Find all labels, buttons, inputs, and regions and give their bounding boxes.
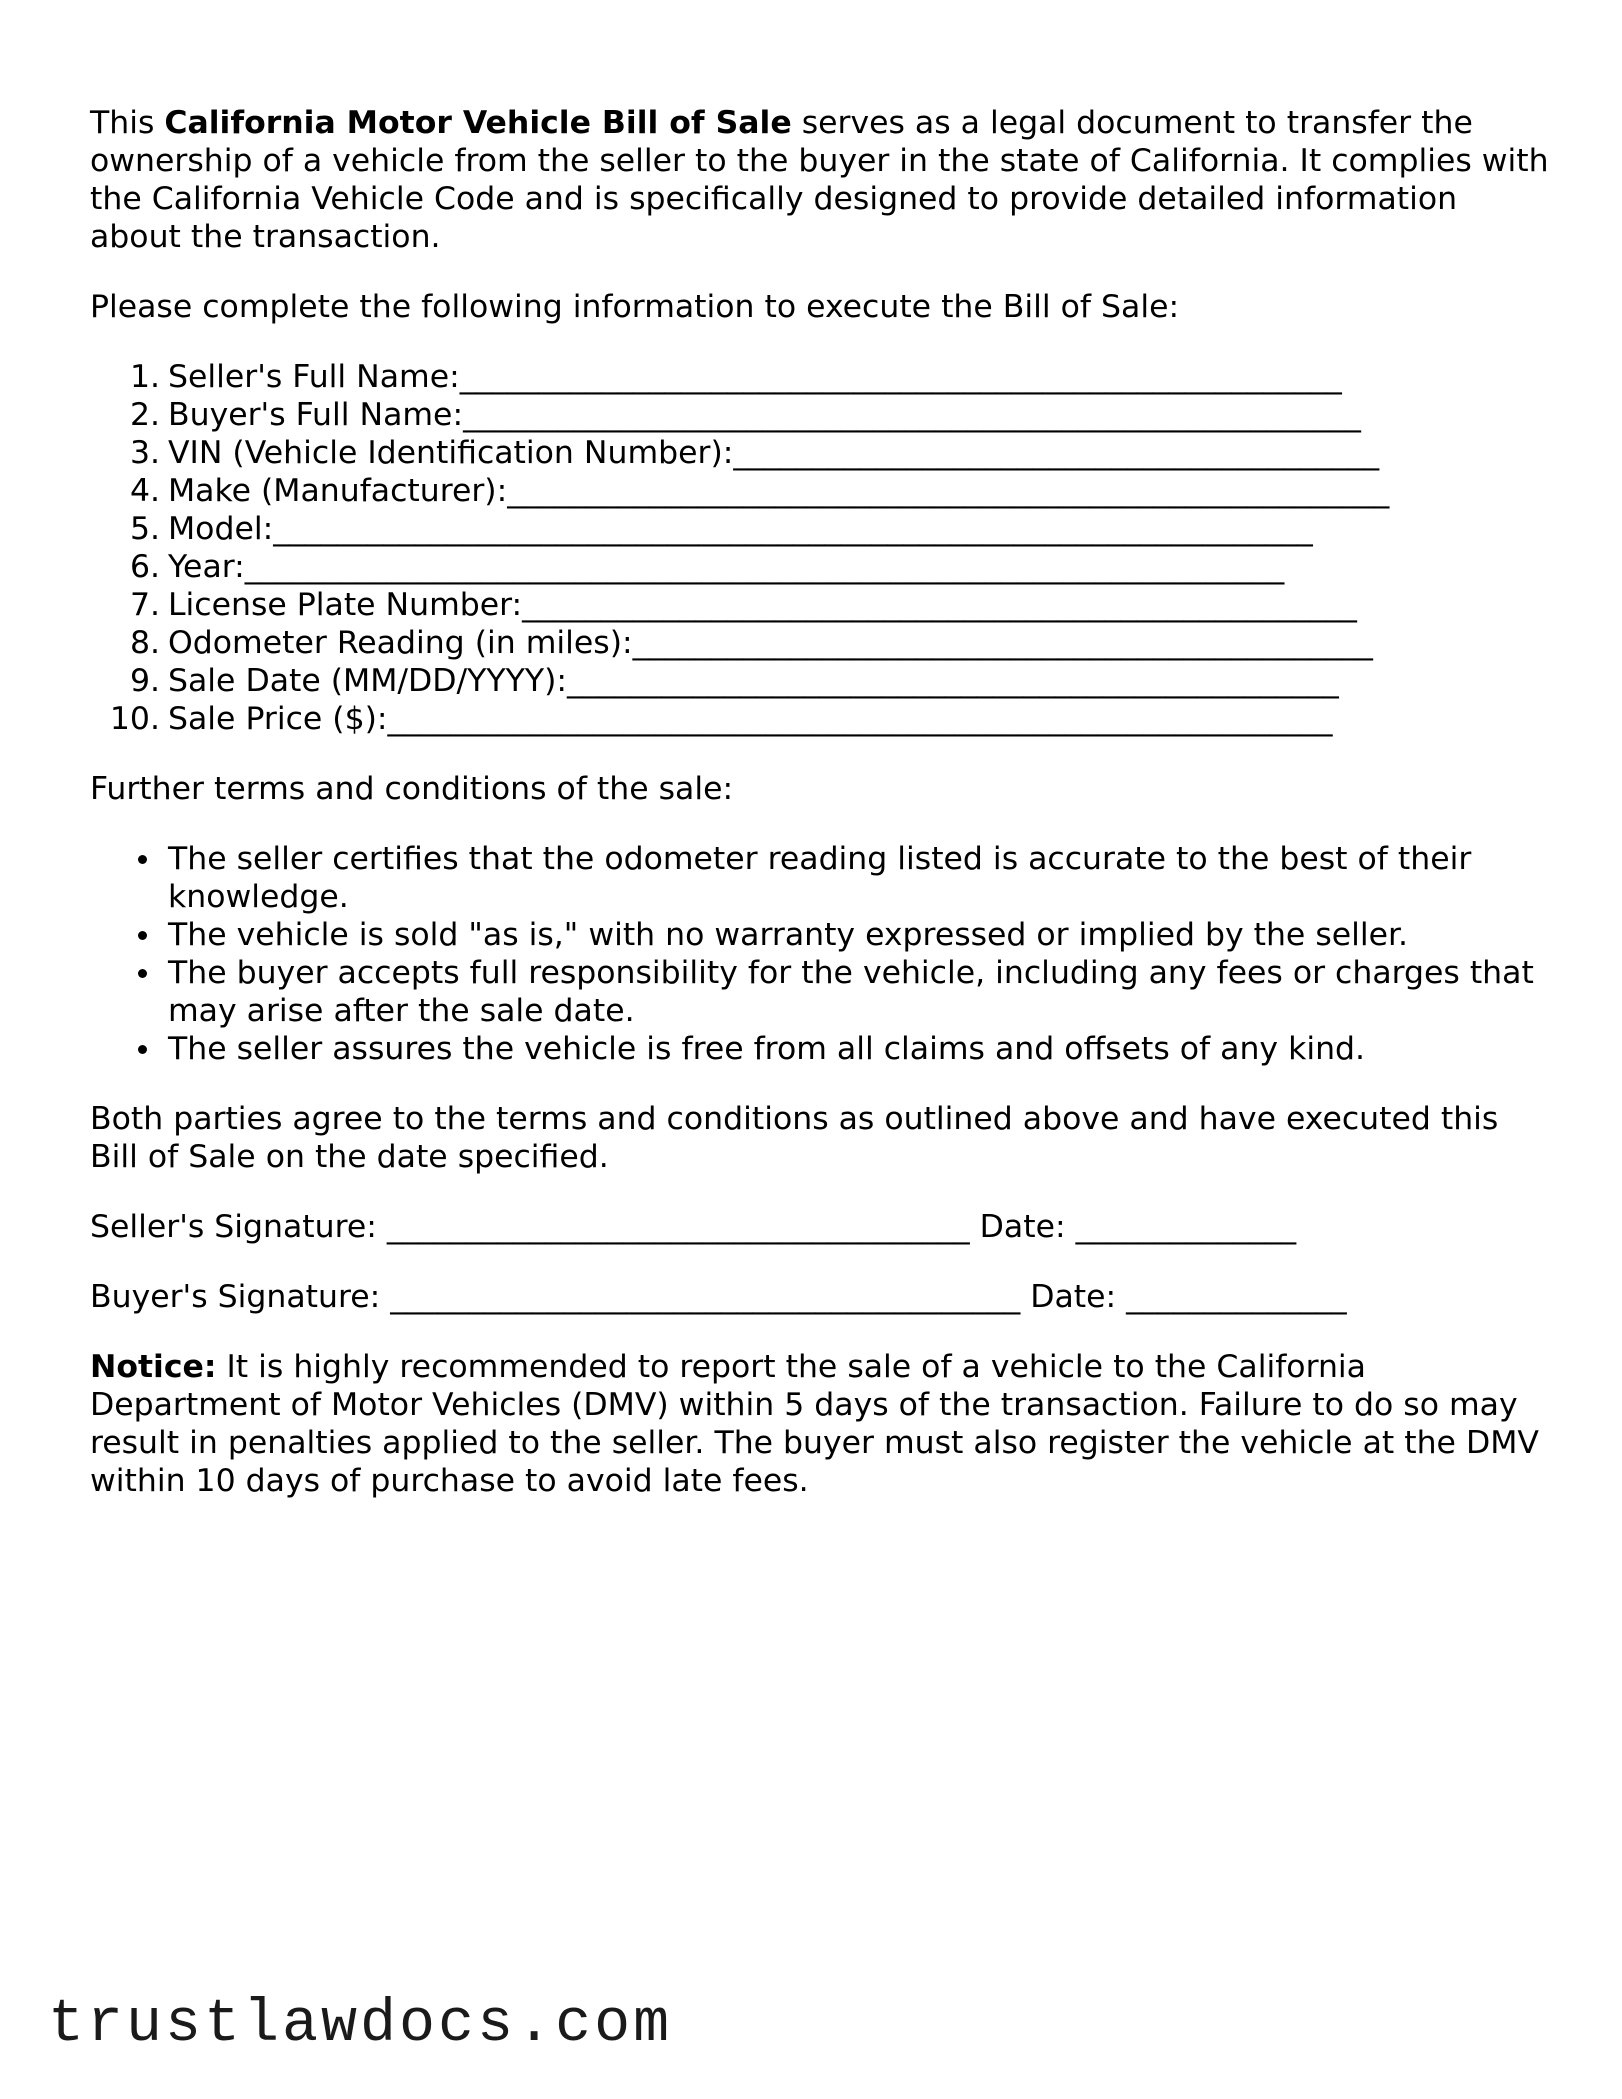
list-item: The seller assures the vehicle is free from all claims and offsets of any kind. [168,1030,1550,1068]
intro-paragraph [90,104,1550,256]
field-number: 2. [129,397,160,433]
field-blank[interactable]: _________________________________________________ [567,663,1339,699]
field-blank[interactable]: _______________________________________________ [632,625,1373,661]
list-item: The vehicle is sold "as is," with no warranty expressed or implied by the seller. [168,916,1550,954]
terms-heading: Further terms and conditions of the sale: [90,771,734,807]
field-sale-price[interactable] [90,700,1550,738]
field-label: Buyer's Full Name: [168,397,464,433]
field-buyer-name[interactable] [90,396,1550,434]
seller-date-blank[interactable]: ______________ [1075,1209,1297,1245]
seller-signature-blank[interactable]: _____________________________________ [386,1209,970,1245]
field-number: 5. [129,511,160,547]
field-label: Sale Price ($): [168,701,388,737]
field-number: 10. [109,701,160,737]
field-year[interactable] [90,548,1550,586]
field-number: 4. [129,473,160,509]
list-item: The seller certifies that the odometer reading listed is accurate to the best of their knowledge. [168,840,1550,916]
field-blank[interactable]: __________________________________________________________________ [273,511,1313,547]
instruction-text: Please complete the following information to execute the Bill of Sale: [90,289,1180,325]
field-number: 7. [129,587,160,623]
buyer-signature-line [90,1278,1550,1316]
document-title: California Motor Vehicle Bill of Sale [164,105,792,141]
field-seller-name[interactable] [90,358,1550,396]
field-label: Seller's Full Name: [168,359,460,395]
field-blank[interactable]: ____________________________________________________________ [387,701,1333,737]
field-blank[interactable]: _________________________________________________________ [463,397,1361,433]
notice-label: Notice: [90,1349,217,1385]
field-make[interactable] [90,472,1550,510]
field-label: Model: [168,511,274,547]
field-label: Year: [168,549,245,585]
field-license-plate[interactable] [90,586,1550,624]
field-number: 1. [129,359,160,395]
field-label: Odometer Reading (in miles): [168,625,633,661]
intro-prefix: This [90,105,165,141]
field-blank[interactable]: _____________________________________________________ [522,587,1357,623]
seller-date-label: Date: [969,1209,1076,1245]
field-list [90,358,1550,738]
field-model[interactable] [90,510,1550,548]
field-label: Make (Manufacturer): [168,473,508,509]
field-label: License Plate Number: [168,587,523,623]
field-label: Sale Date (MM/DD/YYYY): [168,663,567,699]
field-odometer[interactable] [90,624,1550,662]
field-number: 8. [129,625,160,661]
field-blank[interactable]: _________________________________________ [733,435,1380,471]
buyer-date-blank[interactable]: ______________ [1126,1279,1347,1315]
seller-signature-line [90,1208,1550,1246]
watermark: trustlawdocs.com [48,1991,673,2059]
terms-list [90,840,1550,1068]
buyer-signature-label: Buyer's Signature: [90,1279,391,1315]
field-number: 9. [129,663,160,699]
buyer-date-label: Date: [1020,1279,1127,1315]
seller-signature-label: Seller's Signature: [90,1209,387,1245]
field-number: 6. [129,549,160,585]
field-blank[interactable]: ________________________________________________________ [459,359,1342,395]
field-vin[interactable] [90,434,1550,472]
notice-paragraph [90,1348,1550,1500]
agreement-paragraph: Both parties agree to the terms and conditions as outlined above and have executed this Bill of Sale on the date specified. [90,1101,1499,1175]
notice-text: It is highly recommended to report the sale of a vehicle to the California Department of Motor Vehicles (DMV) within 5 days of the transaction. Failure to do so may result in penalties applied to the seller. The buyer must also register the vehicle at the DMV within 10 days of purchase to avoid late fees. [90,1349,1539,1499]
list-item: The buyer accepts full responsibility for the vehicle, including any fees or charges that may arise after the sale date. [168,954,1550,1030]
buyer-signature-blank[interactable]: ________________________________________ [390,1279,1021,1315]
field-blank[interactable]: __________________________________________________________________ [244,549,1285,585]
field-blank[interactable]: ________________________________________________________ [507,473,1390,509]
field-number: 3. [129,435,160,471]
field-sale-date[interactable] [90,662,1550,700]
field-label: VIN (Vehicle Identification Number): [168,435,734,471]
document-body [90,104,1550,1532]
intro-text: serves as a legal document to transfer the ownership of a vehicle from the seller to the buyer in the state of California. It complies with the California Vehicle Code and is specifically designed to provide detailed information about the transaction. [90,105,1549,255]
